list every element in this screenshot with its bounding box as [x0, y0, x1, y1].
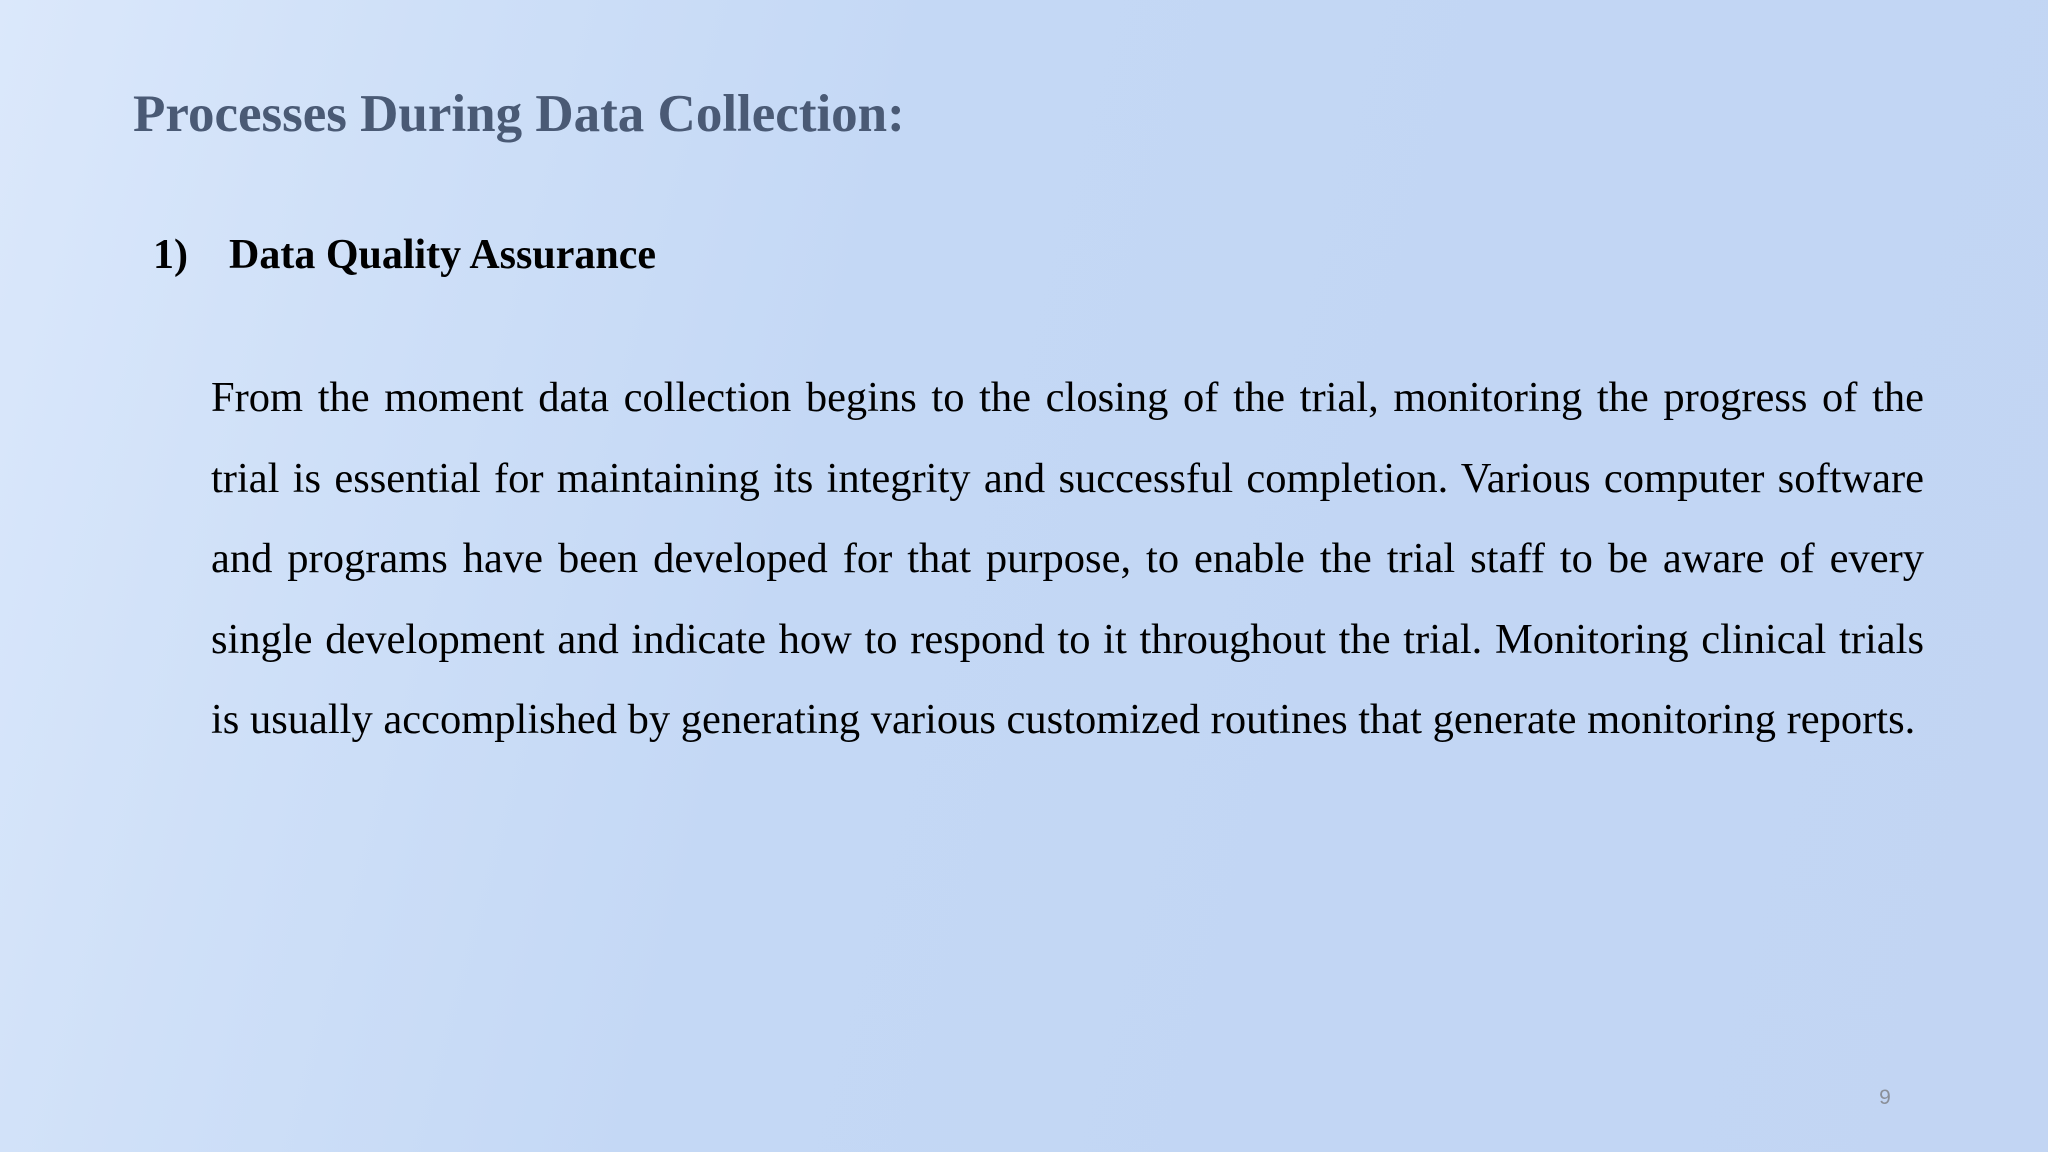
page-number: 9 — [1879, 1086, 1891, 1109]
section-heading-text: Data Quality Assurance — [229, 232, 657, 278]
section-heading — [153, 227, 656, 283]
section-number: 1) — [153, 232, 188, 278]
body-paragraph: From the moment data collection begins to the closing of the trial, monitoring the progress of the trial is essential for maintaining its integrity and successful completion. Various computer software and programs have been developed for that purpose, to enable the trial staff to be aware of every single development and indicate how to respond to it throughout the trial. Monitoring clinical trials is usually accomplished by generating various customized routines that generate monitoring reports. — [211, 374, 1924, 743]
slide-title: Processes During Data Collection: — [133, 85, 905, 143]
